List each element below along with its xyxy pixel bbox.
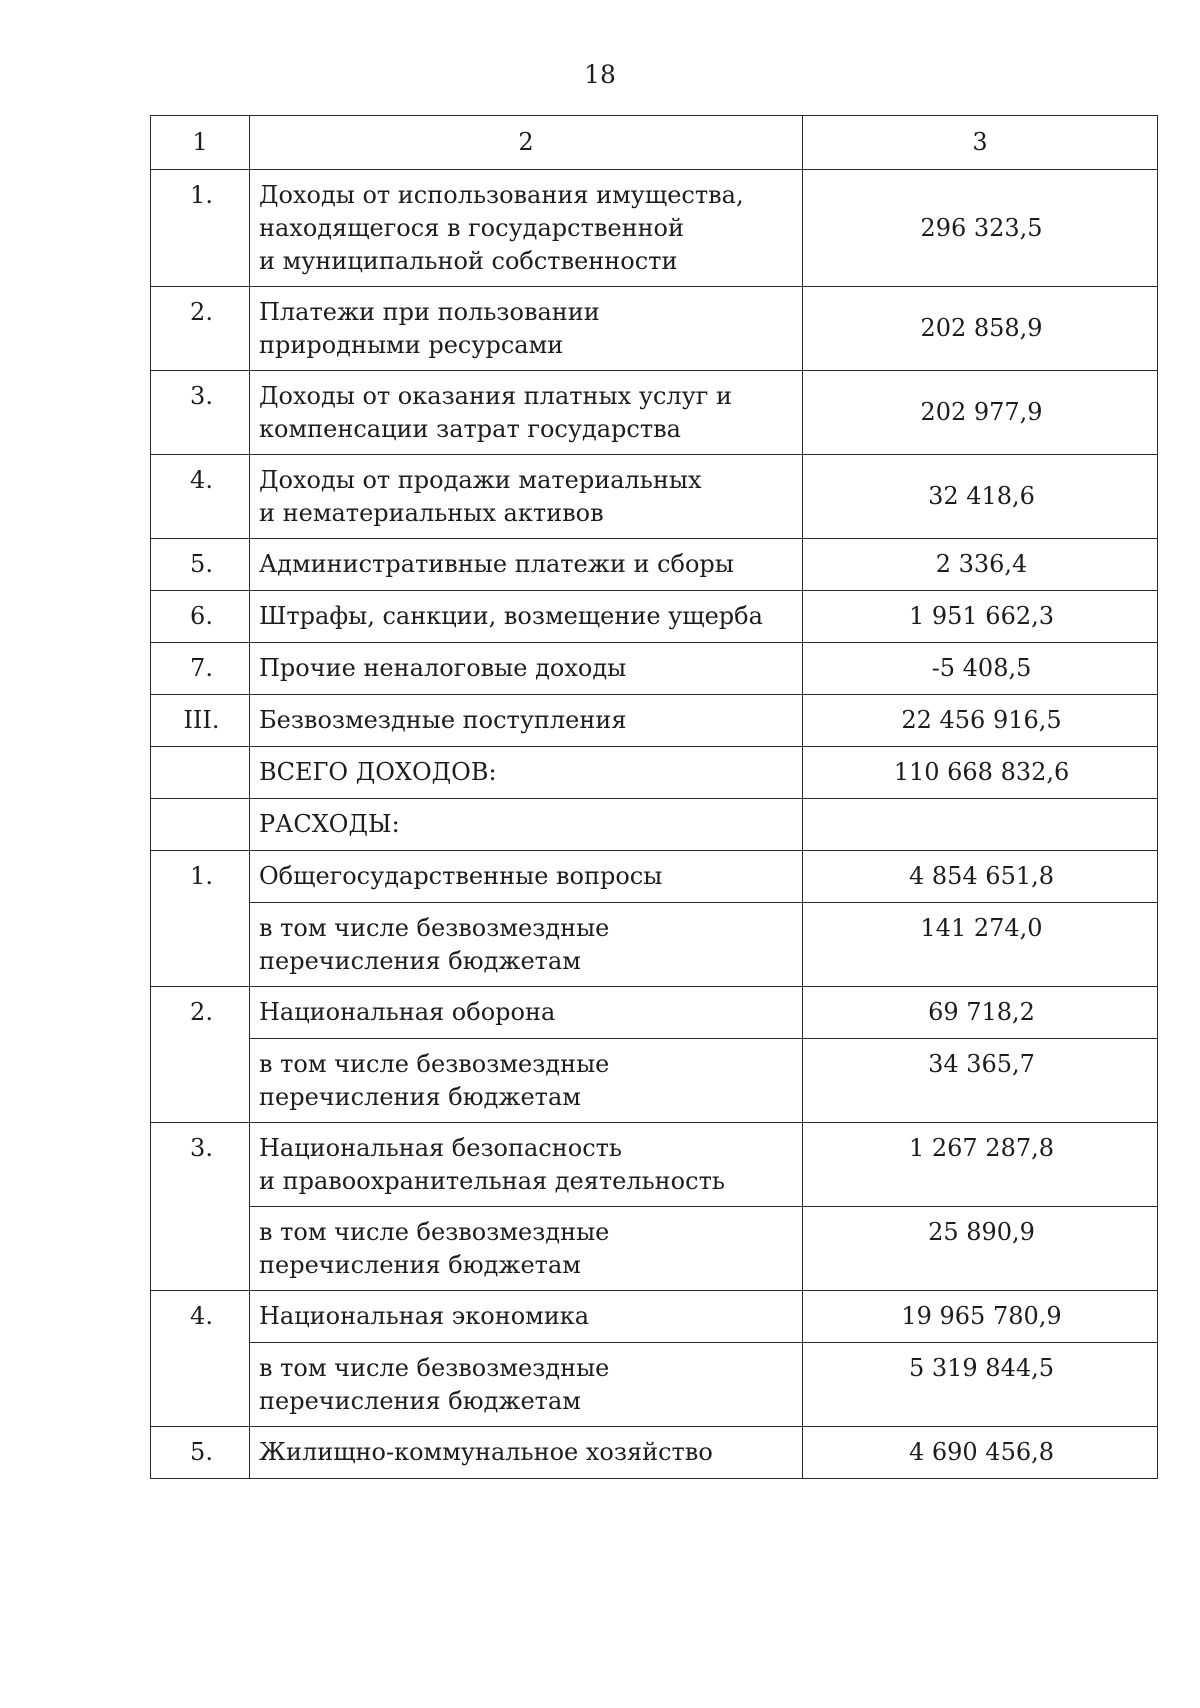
table-row [151, 591, 1158, 643]
row-value: 1 951 662,3 [803, 591, 1158, 643]
row-number: 5. [151, 539, 250, 591]
row-name: в том числе безвозмездные перечисления бюджетам [250, 903, 803, 987]
table-row [151, 1291, 1158, 1343]
row-name: в том числе безвозмездные перечисления бюджетам [250, 1207, 803, 1291]
row-number: 4. [151, 455, 250, 539]
table-row [151, 1039, 1158, 1123]
row-name: Жилищно-коммунальное хозяйство [250, 1427, 803, 1479]
row-value: 19 965 780,9 [803, 1291, 1158, 1343]
row-name: РАСХОДЫ: [250, 799, 803, 851]
table-row [151, 170, 1158, 287]
row-name: Общегосударственные вопросы [250, 851, 803, 903]
row-value: 110 668 832,6 [803, 747, 1158, 799]
row-name: в том числе безвозмездные перечисления бюджетам [250, 1343, 803, 1427]
header-cell-2: 2 [250, 116, 803, 170]
row-number [151, 799, 250, 851]
row-number [151, 1207, 250, 1291]
row-name: Национальная безопасность и правоохранительная деятельность [250, 1123, 803, 1207]
row-number: 3. [151, 371, 250, 455]
header-cell-1: 1 [151, 116, 250, 170]
table-row [151, 1207, 1158, 1291]
row-number [151, 1343, 250, 1427]
table-row [151, 1427, 1158, 1479]
table-row [151, 539, 1158, 591]
row-number: 6. [151, 591, 250, 643]
row-name: Платежи при пользовании природными ресурсами [250, 287, 803, 371]
row-name: ВСЕГО ДОХОДОВ: [250, 747, 803, 799]
row-name: Национальная оборона [250, 987, 803, 1039]
row-number: 1. [151, 170, 250, 287]
table-row [151, 747, 1158, 799]
row-number: 3. [151, 1123, 250, 1207]
row-value: 2 336,4 [803, 539, 1158, 591]
row-number: 7. [151, 643, 250, 695]
row-value: 202 858,9 [803, 287, 1158, 371]
row-value: 22 456 916,5 [803, 695, 1158, 747]
row-name: в том числе безвозмездные перечисления бюджетам [250, 1039, 803, 1123]
table-row [151, 455, 1158, 539]
row-value: -5 408,5 [803, 643, 1158, 695]
row-name: Безвозмездные поступления [250, 695, 803, 747]
row-value: 4 690 456,8 [803, 1427, 1158, 1479]
table-row [151, 643, 1158, 695]
row-value: 141 274,0 [803, 903, 1158, 987]
budget-table [150, 115, 1158, 1479]
table-body [151, 116, 1158, 1479]
row-number: 2. [151, 987, 250, 1039]
row-number [151, 1039, 250, 1123]
table-row [151, 799, 1158, 851]
row-name: Доходы от использования имущества, находящегося в государственной и муниципальной собственности [250, 170, 803, 287]
row-value [803, 799, 1158, 851]
table-row [151, 987, 1158, 1039]
row-value: 34 365,7 [803, 1039, 1158, 1123]
row-number: 5. [151, 1427, 250, 1479]
table-row [151, 287, 1158, 371]
row-number: 2. [151, 287, 250, 371]
table-row [151, 371, 1158, 455]
row-value: 25 890,9 [803, 1207, 1158, 1291]
row-value: 69 718,2 [803, 987, 1158, 1039]
row-number: III. [151, 695, 250, 747]
row-name: Национальная экономика [250, 1291, 803, 1343]
row-number: 4. [151, 1291, 250, 1343]
table-row [151, 851, 1158, 903]
row-number: 1. [151, 851, 250, 903]
table-row [151, 1343, 1158, 1427]
header-cell-3: 3 [803, 116, 1158, 170]
row-name: Прочие неналоговые доходы [250, 643, 803, 695]
row-name: Административные платежи и сборы [250, 539, 803, 591]
row-name: Доходы от продажи материальных и нематериальных активов [250, 455, 803, 539]
table-row [151, 1123, 1158, 1207]
page-number: 18 [584, 60, 616, 89]
row-value: 1 267 287,8 [803, 1123, 1158, 1207]
row-number [151, 903, 250, 987]
row-name: Доходы от оказания платных услуг и компенсации затрат государства [250, 371, 803, 455]
row-value: 32 418,6 [803, 455, 1158, 539]
row-value: 296 323,5 [803, 170, 1158, 287]
row-number [151, 747, 250, 799]
row-value: 5 319 844,5 [803, 1343, 1158, 1427]
row-name: Штрафы, санкции, возмещение ущерба [250, 591, 803, 643]
table-header-row [151, 116, 1158, 170]
table-row [151, 695, 1158, 747]
table-row [151, 903, 1158, 987]
row-value: 202 977,9 [803, 371, 1158, 455]
row-value: 4 854 651,8 [803, 851, 1158, 903]
